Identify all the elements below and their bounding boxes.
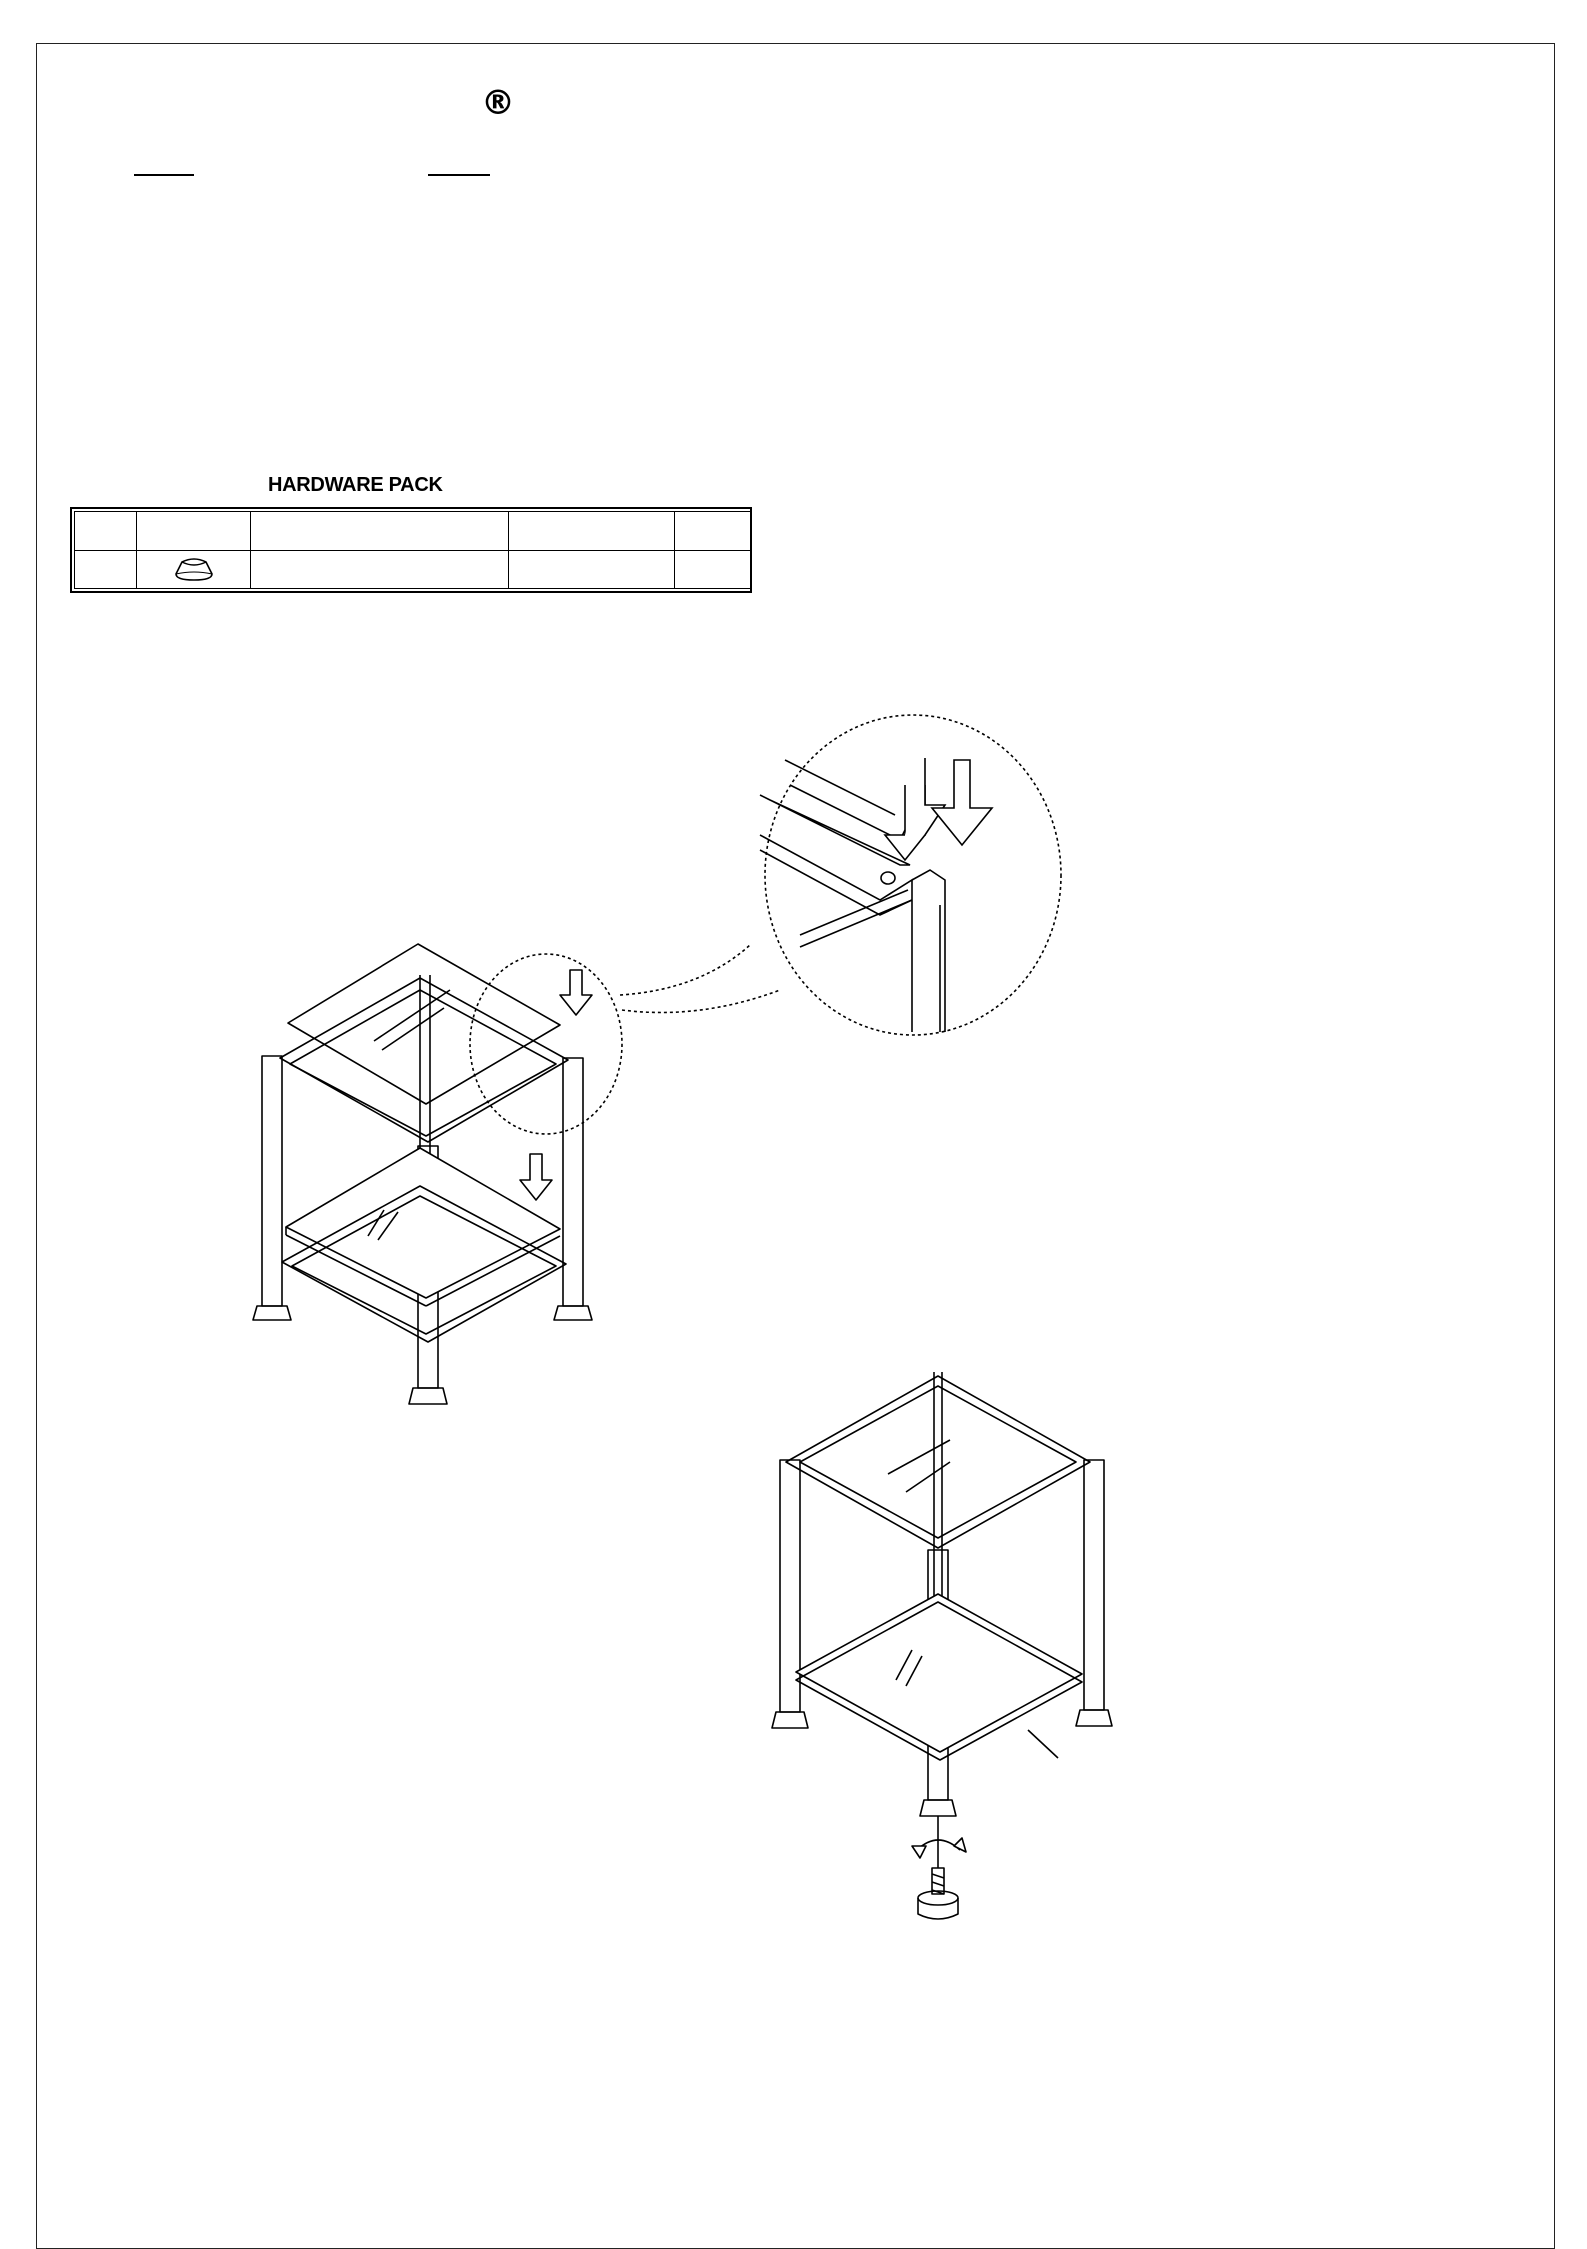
hardware-pack-title: HARDWARE PACK xyxy=(268,474,443,496)
registered-trademark-mark: ® xyxy=(481,83,515,123)
